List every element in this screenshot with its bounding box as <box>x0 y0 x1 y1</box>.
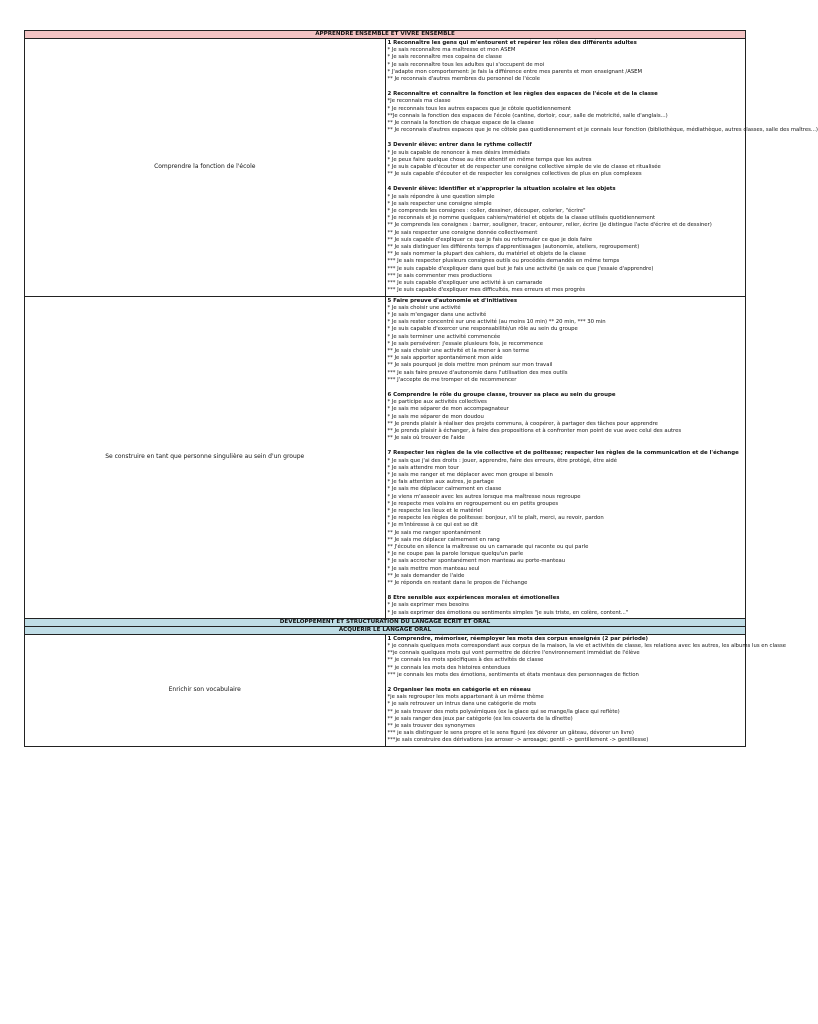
competency-item: ** Je prends plaisir à réaliser des projets communs, à coopérer, à partager des tâches pour apprendre <box>387 420 658 427</box>
header-row-langage <box>25 618 746 626</box>
competency-item: ** je sais ranger des jeux par catégorie (ex les couverts de la dînette) <box>387 715 573 722</box>
competency-section <box>388 186 744 294</box>
competency-item: ** Je sais nommer la plupart des cahiers, du matériel et objets de la classe <box>387 251 586 258</box>
competency-item: ** Je sais me ranger spontanément <box>387 529 481 536</box>
competency-item: ** Je comprends les consignes : barrer, souligner, tracer, entourer, relier, écrire (je distingue l'acte d'écrire et de dessiner) <box>387 222 712 229</box>
competency-item: * Je sais attendre mon tour <box>387 464 459 471</box>
competency-item: * Je sais me séparer de mon accompagnateur <box>387 406 509 413</box>
competency-item: * Je reconnais tous les autres espaces que je côtoie quotidiennement <box>387 105 572 112</box>
row-se-construire <box>25 296 746 618</box>
competency-item: * Je sais me déplacer calmement en classe <box>387 486 502 493</box>
row-content <box>385 296 746 618</box>
competency-item: ** Je sais respecter une consigne donnée collectivement <box>387 229 538 236</box>
header-row-vivre-ensemble <box>25 31 746 39</box>
competency-item: * Je suis capable de renoncer à mes désirs immédiats <box>387 149 530 156</box>
competency-item: * Je sais me ranger et me déplacer avec mon groupe si besoin <box>387 471 553 478</box>
competency-item: *Je reconnais ma classe <box>387 98 451 105</box>
competency-item: * Je respecte les règles de politesse: bonjour, s'il te plaît, merci, au revoir, pardon <box>387 515 604 522</box>
competency-item: ** Je sais distinguer les différents temps d'apprentissages (autonomie, ateliers, regroupement) <box>387 244 640 251</box>
competency-item: ** Je sais demander de l'aide <box>387 572 465 579</box>
competency-item: * Je comprends les consignes : coller, dessiner, découper, colorier, "écrire" <box>387 208 586 215</box>
competency-item: * Je sais persévérer: j'essaie plusieurs fois, je recommence <box>387 340 544 347</box>
competency-section <box>388 450 744 587</box>
competency-item: ** Je sais où trouver de l'aide <box>387 435 465 442</box>
competency-item: * Je sais mettre mon manteau seul <box>387 565 480 572</box>
section-title: 2 Organiser les mots en catégorie et en réseau <box>387 687 531 694</box>
section-header: DEVELOPPEMENT ET STRUCTURATION DU LANGAGE ECRIT ET ORAL <box>25 618 746 626</box>
section-title: 1 Comprendre, mémoriser, réemployer les mots des corpus enseignés (2 par période) <box>387 635 648 642</box>
competency-item: * Je peux faire quelque chose au être attentif en même temps que les autres <box>387 156 592 163</box>
competency-item: * Je ne coupe pas la parole lorsque quelqu'un parle <box>387 551 524 558</box>
competency-item: * Je sais m'engager dans une activité <box>387 311 487 318</box>
competency-item: ** je connais les mots des histoires entendues <box>387 664 511 671</box>
competency-item: * Je sais rester concentré sur une activité (au moins 10 min) ** 20 min, *** 30 min <box>387 319 606 326</box>
competency-item: * je sais retrouver un intrus dans une catégorie de mots <box>387 701 537 708</box>
competency-item: * Je respecte mes voisins en regroupement ou en petits groupes <box>387 500 559 507</box>
competency-section <box>388 687 744 745</box>
row-label: Comprendre la fonction de l'école <box>25 39 386 297</box>
competency-item: * Je suis capable d'exercer une responsabilité/un rôle au sein du groupe <box>387 326 578 333</box>
competency-item: ***je sais construire des dérivations (ex arroser -> arrosage; gentil -> gentillement -> gentillesse) <box>387 737 649 744</box>
section-title: 7 Respecter les règles de la vie collective et de politesse; respecter les règles de la communication et de l'échange <box>387 450 739 457</box>
competency-item: ** Je reconnais d'autres membres du personnel de l'école <box>387 76 541 83</box>
competency-item: *** je sais distinguer le sens propre et le sens figuré (ex dévorer un gâteau, dévorer un livre) <box>387 730 634 737</box>
competency-item: ** je sais trouver des mots polysémiques (ex la glace qui se mange/la glace qui reflète) <box>387 708 620 715</box>
competency-item: ** Je réponds en restant dans le propos de l'échange <box>387 580 528 587</box>
competency-item: ** J'écoute en silence la maîtresse ou un camarade qui raconte ou qui parle <box>387 544 589 550</box>
competency-item: * Je participe aux activités collectives <box>387 399 487 406</box>
competency-item: *** je connais les mots des émotions, sentiments et états mentaux des personnages de fiction <box>387 671 639 678</box>
competency-item: *** Je suis capable d'expliquer dans quel but je fais une activité (je sais ce que j'essaie d'apprendre) <box>387 265 654 272</box>
competency-item: * Je sais me séparer de mon doudou <box>387 413 484 420</box>
competency-item: ** Je connais la fonction de chaque espace de la classe <box>387 120 534 127</box>
competency-item: * J'adapte mon comportement: je fais la différence entre mes parents et mon enseignant /ASEM <box>387 68 643 75</box>
competency-item: ** Je sais pourquoi je dois mettre mon prénom sur mon travail <box>387 362 553 369</box>
section-title: 4 Devenir élève: identifier et s'approprier la situation scolaire et les objets <box>387 186 616 193</box>
competency-item: * Je sais reconnaître mes copains de classe <box>387 54 502 61</box>
section-header: ACQUERIR LE LANGAGE ORAL <box>25 626 746 634</box>
competency-item: *** Je sais commenter mes productions <box>387 272 492 279</box>
row-fonction-ecole <box>25 39 746 297</box>
competency-item: ** Je reconnais d'autres espaces que je ne côtoie pas quotidiennement et je connais leur fonction (bibliothèque, médiathèque, autres classes, salle des maîtres...) <box>387 127 818 134</box>
competency-item: *** J'accepte de me tromper et de recommencer <box>387 376 517 383</box>
competency-item: * je connais quelques mots correspondant aux corpus de la maison, la vie et activités de classe, les relations avec les autres, les albums lus en classe <box>387 643 786 650</box>
competency-item: ** Je suis capable d'écouter et de respecter les consignes collectives de plus en plus complexes <box>387 171 642 178</box>
competency-item: ** Je sais me déplacer calmement en rang <box>387 536 500 543</box>
section-title: 3 Devenir élève: entrer dans le rythme collectif <box>387 142 532 149</box>
competency-section <box>388 40 744 83</box>
competency-section <box>387 91 818 134</box>
competency-item: * Je sais répondre à une question simple <box>387 193 495 200</box>
row-content <box>385 634 786 746</box>
row-content <box>385 39 818 297</box>
competency-item: * Je sais terminer une activité commencée <box>387 333 501 340</box>
competency-item: * Je sais reconnaître tous les adultes qui s'occupent de moi <box>387 61 545 68</box>
competency-item: *je sais regrouper les mots appartenant à un même thème <box>387 694 544 701</box>
competency-sheet <box>24 30 818 747</box>
competency-section <box>388 595 744 617</box>
competency-item: *** Je sais respecter plusieurs consignes outils ou procédés demandés en même temps <box>387 258 620 265</box>
competency-item: ** Je sais choisir une activité et la mener à son terme <box>387 347 530 354</box>
competency-item: *** Je sais faire preuve d'autonomie dans l'utilisation des mes outils <box>387 369 568 376</box>
competency-section <box>388 142 744 178</box>
competency-item: * Je sais accrocher spontanément mon manteau au porte-manteau <box>387 558 566 565</box>
competency-item: * Je suis capable d'écouter et de respecter une consigne collective simple de vie de classe et ritualisée <box>387 164 661 171</box>
competency-item: ** Je prends plaisir à échanger, à faire des propositions et à confronter mon point de vue avec celui des autres <box>387 427 682 434</box>
competency-item: **je connais quelques mots qui vont permettre de décrire l'environnement immédiat de l'élève <box>387 650 640 657</box>
competency-item: ** Je suis capable d'expliquer ce que je fais ou reformuler ce que je dois faire <box>387 236 593 243</box>
row-label: Se construire en tant que personne singulière au sein d'un groupe <box>25 296 386 618</box>
competency-item: *** Je suis capable d'expliquer une activité à un camarade <box>387 280 543 287</box>
competency-item: * Je respecte les lieux et le matériel <box>387 507 483 514</box>
section-title: 6 Comprendre le rôle du groupe classe, trouver sa place au sein du groupe <box>387 391 616 398</box>
competency-item: * Je fais attention aux autres, je partage <box>387 479 494 486</box>
competency-item: **Je connais la fonction des espaces de l'école (cantine, dortoir, cour, salle de motricité, salle d'anglais...) <box>387 112 668 119</box>
section-title: 1 Reconnaître les gens qui m'entourent et repérer les rôles des différents adultes <box>387 40 637 46</box>
competency-table <box>24 30 818 747</box>
competency-item: * Je sais choisir une activité <box>387 304 461 311</box>
competency-item: * Je m'intéresse à ce qui est se dit <box>387 522 478 529</box>
competency-item: * Je sais exprimer mes besoins <box>387 602 469 609</box>
section-title: 2 Reconnaître et connaître la fonction et les règles des espaces de l'école et de la classe <box>387 91 658 98</box>
competency-item: * Je reconnais et je nomme quelques cahiers/matériel et objets de la classe utilisés quotidiennement <box>387 215 656 222</box>
competency-item: ** Je sais apporter spontanément mon aide <box>387 355 503 362</box>
header-row-oral <box>25 626 746 634</box>
competency-item: * Je sais respecter une consigne simple <box>387 200 492 207</box>
section-title: 8 Etre sensible aux expériences morales et émotionelles <box>387 595 560 602</box>
row-label: Enrichir son vocabulaire <box>25 634 386 746</box>
competency-item: ** je sais trouver des synonymes <box>387 723 476 730</box>
row-vocabulaire <box>25 634 746 746</box>
competency-item: * Je sais reconnaître ma maîtresse et mon ASEM <box>387 47 516 54</box>
competency-item: * Je sais exprimer des émotions ou sentiments simples "je suis triste, en colère, content..." <box>387 609 629 616</box>
competency-section <box>388 392 744 442</box>
competency-section <box>387 635 786 679</box>
competency-item: ** je connais les mots spécifiques à des activités de classe <box>387 657 544 664</box>
section-header: APPRENDRE ENSEMBLE ET VIVRE ENSEMBLE <box>25 31 746 39</box>
section-title: 5 Faire preuve d'autonomie et d'initiatives <box>387 297 518 304</box>
competency-section <box>388 298 744 384</box>
competency-item: *** Je suis capable d'expliquer mes difficultés, mes erreurs et mes progrès <box>387 287 585 294</box>
competency-item: * Je viens m'asseoir avec les autres lorsque ma maîtresse nous regroupe <box>387 493 581 500</box>
competency-item: * Je sais que j'ai des droits : jouer, apprendre, faire des erreurs, être protégé, être aidé <box>387 457 617 464</box>
